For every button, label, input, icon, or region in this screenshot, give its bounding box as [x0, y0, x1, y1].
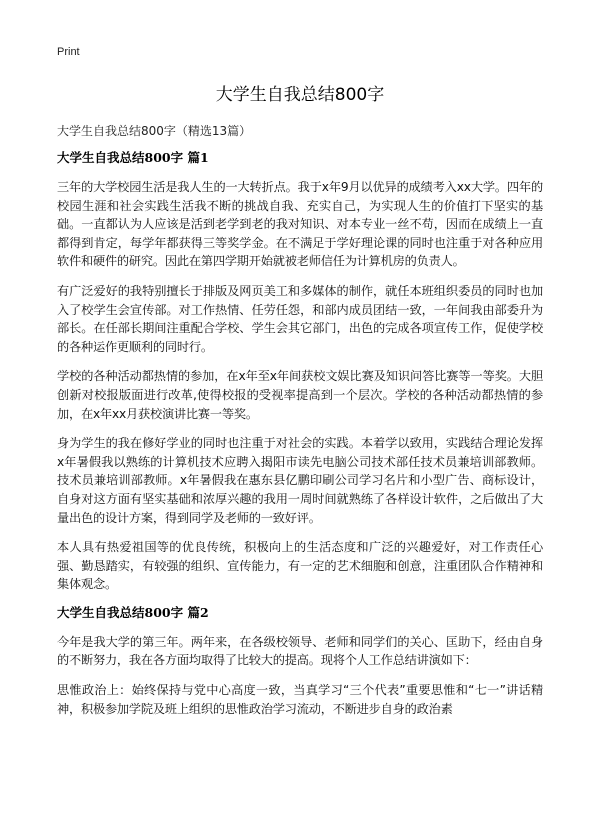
paragraph: 身为学生的我在修好学业的同时也注重于对社会的实践。本着学以致用，实践结合理论发挥x年暑假我以熟练的计算机技术应聘入揭阳市读先电脑公司技术部任技术员兼培训部教师。 技术员兼培训部教师。x年暑假我在惠东县亿鹏印刷公司学习名片和小型广告、商标设计，自身对这方面有坚实基础和浓厚兴趣的我用一周时间就熟练了各样设计软件，之后做出了大量出色的设计方案，得到同学及老师的一致好评。 [57, 436, 543, 525]
paragraph: 今年是我大学的第三年。两年来，在各级校领导、老师和同学们的关心、匡助下，经由自身的不断努力，我在各方面均取得了比较大的提高。现将个人工作总结讲演如下： [57, 634, 543, 668]
paragraph: 三年的大学校园生活是我人生的一大转折点。我于x年9月以优异的成绩考入xx大学。四年的校园生涯和社会实践生活我不断的挑战自我、充实自己，为实现人生的价值打下坚实的基 础。一直都认为人应该是活到老学到老的我对知识、对本专业一丝不苟，因而在成绩上一直都得到肯定，每学年都获得三等奖学金。在不满足于学好理论课的同时也注重于对各种应用软件和硬件的研究。因此在第四学期开始就被老师信任为计算机房的负责人。 [57, 180, 543, 269]
section-2 [57, 605, 543, 718]
paragraph: 本人具有热爱祖国等的优良传统，积极向上的生活态度和广泛的兴趣爱好，对工作责任心强、勤恳踏实，有较强的组织、宣传能力，有一定的艺术细胞和创意，注重团队合作精神和集体观念。 [57, 540, 543, 592]
paragraph: 有广泛爱好的我特别擅长于排版及网页美工和多媒体的制作，就任本班组织委员的同时也加入了校学生会宣传部。对工作热情、任劳任怨，和部内成员团结一致，一年间我由部委升为部长。在任部长期间注重配合学校、学生会其它部门，出色的完成各项宣传工作，促使学校的各种运作更顺利的同时行。 [57, 283, 543, 354]
paragraph: 学校的各种活动都热情的参加，在x年至x年间获校文娱比赛及知识问答比赛等一等奖。大胆创新对校报版面进行改革,使得校报的受视率提高到一个层次。学校的各种活动都热情的参加，在x年xx月获校演讲比赛一等奖。 [57, 369, 543, 421]
document-subtitle: 大学生自我总结800字（精选13篇） [57, 124, 252, 138]
section-heading: 大学生自我总结800字 篇2 [57, 604, 209, 620]
paragraph: 思惟政治上：始终保持与党中心高度一致，当真学习“三个代表”重要思惟和“七一”讲话精神，积极参加学院及班上组织的思惟政治学习流动，不断进步自身的政治素 [57, 683, 543, 716]
document-title: 大学生自我总结800字 [215, 85, 385, 105]
section-heading: 大学生自我总结800字 篇1 [57, 150, 209, 165]
document-body [57, 150, 543, 729]
print-label[interactable]: Print [57, 46, 80, 58]
section-1 [57, 150, 543, 594]
